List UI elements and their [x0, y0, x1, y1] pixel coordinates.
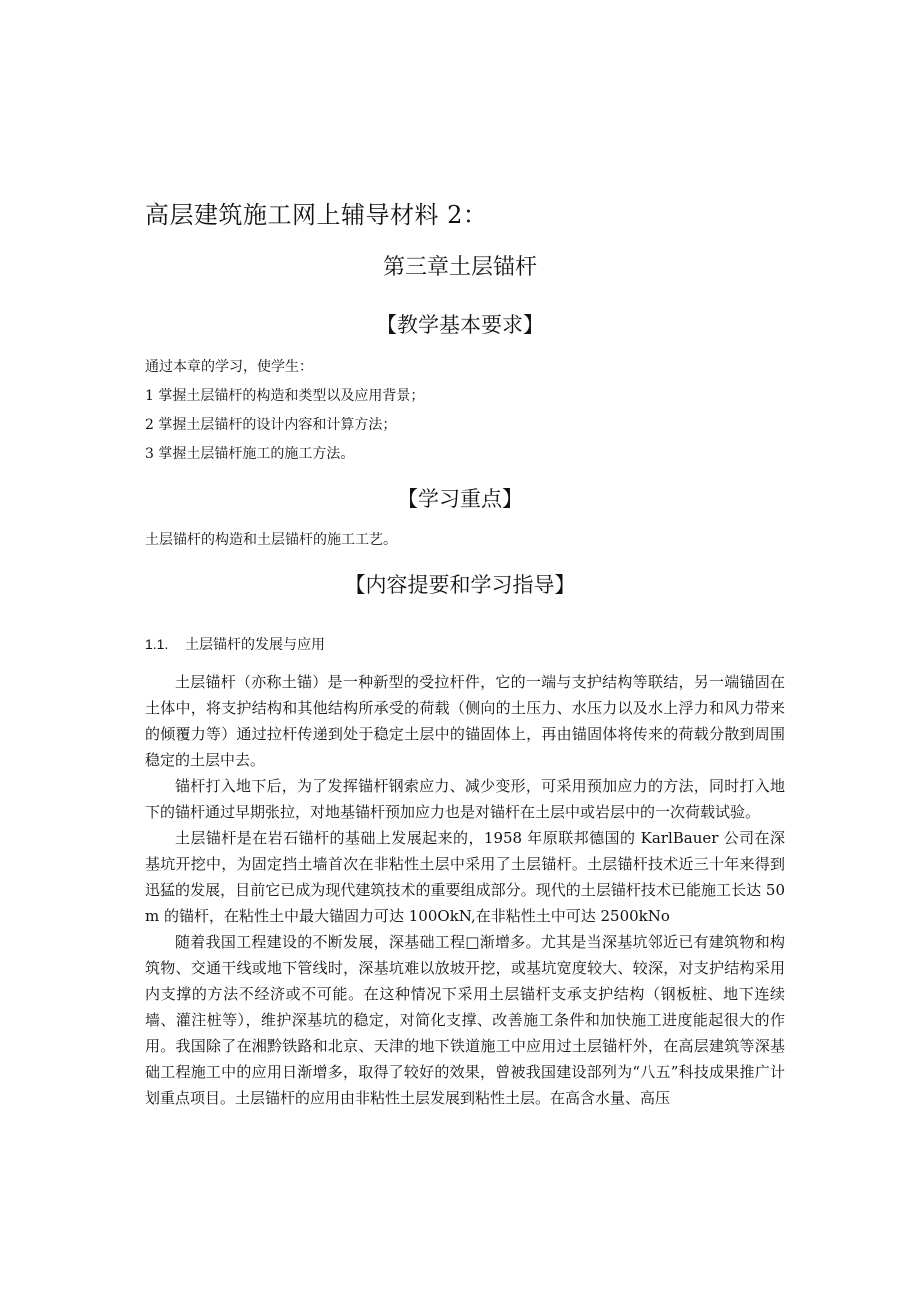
document-title: 高层建筑施工网上辅导材料 2： [145, 201, 488, 229]
chapter-title: 第三章土层锚杆 [382, 255, 537, 280]
paragraph-2: 锚杆打入地下后，为了发挥锚杆钢索应力、减少变形，可采用预加应力的方法，同时打入地下的锚杆通过早期张拉，对地基锚杆预加应力也是对锚杆在土层中或岩层中的一次荷载试验。 [145, 777, 785, 821]
section-1-1-heading [145, 634, 325, 655]
guidance-heading: 【内容提要和学习指导】 [344, 573, 576, 597]
paragraph-1: 土层锚杆（亦称土锚）是一种新型的受拉杆件，它的一端与支护结构等联结，另一端锚固在土体中，将支护结构和其他结构所承受的荷载（侧向的土压力、水压力以及水上浮力和风力带来的倾覆力等）通过拉杆传递到处于稳定土层中的锚固体上，再由锚固体将传来的荷载分散到周围稳定的土层中去。 [145, 673, 785, 769]
paragraph-4: 随着我国工程建设的不断发展，深基础工程□渐增多。尤其是当深基坑邻近已有建筑物和构筑物、交通干线或地下管线时，深基坑难以放坡开挖，或基坑宽度较大、较深，对支护结构采用内支撑的方法不经济或不可能。在这种情况下采用土层锚杆支承支护结构（钢板桩、地下连续墙、灌注桩等），维护深基坑的稳定，对简化支撑、改善施工条件和加快施工进度能起很大的作用。我国除了在湘黔铁路和北京、天津的地下铁道施工中应用过土层锚杆外，在高层建筑等深基础工程施工中的应用日渐增多，取得了较好的效果，曾被我国建设部列为“八五”科技成果推广计划重点项目。土层锚杆的应用由非粘性土层发展到粘性土层。在高含水量、高压 [145, 933, 785, 1107]
key-points-text: 土层锚杆的构造和土层锚杆的施工工艺。 [145, 532, 397, 548]
requirements-intro: 通过本章的学习，使学生： [145, 359, 313, 375]
requirement-item-1: 1 掌握土层锚杆的构造和类型以及应用背景； [145, 388, 425, 404]
paragraph-3: 土层锚杆是在岩石锚杆的基础上发展起来的，1958 年原联邦德国的 KarlBauer 公司在深基坑开挖中，为固定挡土墙首次在非粘性土层中采用了土层锚杆。土层锚杆技术近三十年来得到迅猛的发展，目前它已成为现代建筑技术的重要组成部分。现代的土层锚杆技术已能施工长达 50m 的锚杆，在粘性土中最大锚固力可达 100OkN,在非粘性土中可达 2500kNo [145, 829, 785, 925]
key-points-heading: 【学习重点】 [397, 487, 523, 511]
section-title: 土层锚杆的发展与应用 [185, 637, 325, 653]
requirement-item-2: 2 掌握土层锚杆的设计内容和计算方法； [145, 417, 397, 433]
requirements-heading: 【教学基本要求】 [376, 313, 544, 337]
requirement-item-3: 3 掌握土层锚杆施工的施工方法。 [145, 446, 355, 462]
section-number: 1.1. [145, 636, 169, 652]
